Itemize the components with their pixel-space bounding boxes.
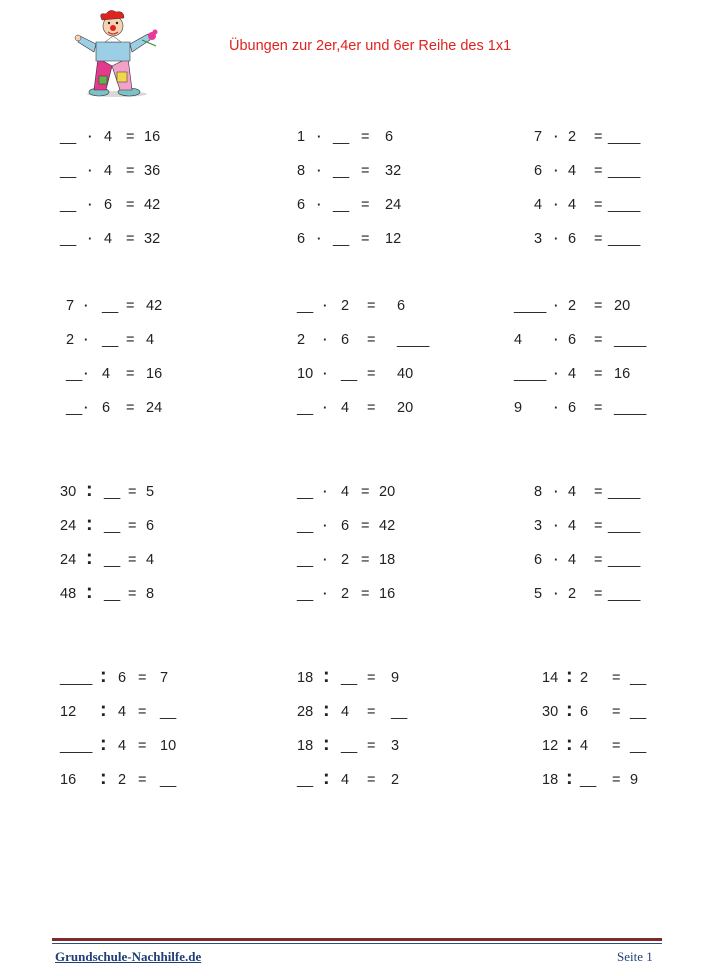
operator: : <box>566 733 573 755</box>
exercise-row <box>60 400 230 422</box>
exercise-row <box>514 298 704 320</box>
operand-1: 3 <box>534 231 543 247</box>
operand-1: 4 <box>514 332 523 348</box>
operator: · <box>88 197 93 212</box>
page-title: Übungen zur 2er,4er und 6er Reihe des 1x1 <box>229 38 512 54</box>
equals-sign: = <box>361 129 370 145</box>
equals-sign: = <box>367 366 376 382</box>
operand-2: 2 <box>580 670 589 686</box>
exercise-row <box>534 767 704 794</box>
operand-1: 7 <box>534 129 543 145</box>
equals-sign: = <box>126 231 135 247</box>
operator: · <box>323 298 328 313</box>
result: 24 <box>385 197 402 213</box>
exercise-row <box>297 163 467 185</box>
operand-2: 4 <box>341 400 350 416</box>
result: 5 <box>146 484 155 500</box>
equals-sign: = <box>594 163 603 179</box>
equals-sign: = <box>367 332 376 348</box>
result[interactable]: ____ <box>608 586 641 602</box>
operator: : <box>86 513 93 535</box>
exercise-row <box>60 767 230 794</box>
operand-1: 48 <box>60 586 77 602</box>
equals-sign: = <box>594 366 603 382</box>
operand-1[interactable]: __ <box>60 129 77 145</box>
clown-icon <box>72 6 162 98</box>
operand-2[interactable]: __ <box>341 738 358 754</box>
operator: · <box>554 298 559 313</box>
result[interactable]: ____ <box>614 400 647 416</box>
footer-divider-thin <box>52 943 662 944</box>
operator: : <box>323 699 330 721</box>
exercise-row <box>514 366 704 388</box>
equals-sign: = <box>361 552 370 568</box>
exercise-row <box>297 129 467 151</box>
operator: : <box>566 699 573 721</box>
operand-1: 18 <box>297 738 314 754</box>
operand-2[interactable]: __ <box>333 129 350 145</box>
operand-2: 4 <box>118 704 127 720</box>
operand-1[interactable]: __ <box>297 518 314 534</box>
equals-sign: = <box>367 298 376 314</box>
operand-2: 4 <box>580 738 589 754</box>
result[interactable]: ____ <box>608 197 641 213</box>
equals-sign: = <box>594 231 603 247</box>
operand-2: 4 <box>568 163 577 179</box>
result: 42 <box>144 197 161 213</box>
operand-2: 2 <box>341 552 350 568</box>
exercise-row <box>514 332 704 354</box>
result: 2 <box>391 772 400 788</box>
result[interactable]: ____ <box>608 552 641 568</box>
operator: · <box>88 231 93 246</box>
equals-sign: = <box>367 772 376 788</box>
result: 6 <box>385 129 394 145</box>
operator: · <box>323 552 328 567</box>
result[interactable]: ____ <box>608 163 641 179</box>
operand-1: 24 <box>60 518 77 534</box>
equals-sign: = <box>128 518 137 534</box>
result: 3 <box>391 738 400 754</box>
operator: : <box>86 547 93 569</box>
operator: · <box>554 129 559 144</box>
operator: · <box>554 518 559 533</box>
operand-1[interactable]: ____ <box>514 366 547 382</box>
result[interactable]: __ <box>630 738 647 754</box>
operand-2: 4 <box>104 231 113 247</box>
equals-sign: = <box>361 163 370 179</box>
equals-sign: = <box>594 484 603 500</box>
operand-1: 24 <box>60 552 77 568</box>
operand-2: 4 <box>568 366 577 382</box>
equals-sign: = <box>126 197 135 213</box>
operand-1[interactable]: __ <box>297 552 314 568</box>
operand-2: 4 <box>104 163 113 179</box>
exercise-row <box>534 699 704 726</box>
operator: · <box>554 586 559 601</box>
operand-1: 6 <box>534 163 543 179</box>
operand-2: 4 <box>102 366 111 382</box>
result: 18 <box>379 552 396 568</box>
operator: · <box>88 129 93 144</box>
result: 16 <box>146 366 163 382</box>
result: 36 <box>144 163 161 179</box>
result: 40 <box>397 366 414 382</box>
operator: · <box>84 400 89 415</box>
result[interactable]: __ <box>630 670 647 686</box>
operand-1: 7 <box>66 298 75 314</box>
exercise-row <box>60 298 230 320</box>
operand-1: 9 <box>514 400 523 416</box>
operand-1[interactable]: __ <box>60 197 77 213</box>
result: 16 <box>379 586 396 602</box>
result: 16 <box>144 129 161 145</box>
operand-1: 30 <box>60 484 77 500</box>
equals-sign: = <box>594 298 603 314</box>
equals-sign: = <box>126 129 135 145</box>
operand-2: 6 <box>341 518 350 534</box>
operand-2[interactable]: __ <box>333 163 350 179</box>
exercise-row <box>60 479 230 506</box>
operand-2: 4 <box>118 738 127 754</box>
operand-2[interactable]: __ <box>102 332 119 348</box>
equals-sign: = <box>138 772 147 788</box>
operator: · <box>323 366 328 381</box>
operator: · <box>554 332 559 347</box>
equals-sign: = <box>361 197 370 213</box>
result: 8 <box>146 586 155 602</box>
operand-2[interactable]: __ <box>341 366 358 382</box>
operator: · <box>317 163 322 178</box>
operator: : <box>100 767 107 789</box>
equals-sign: = <box>594 332 603 348</box>
operator: · <box>317 197 322 212</box>
operand-1: 16 <box>60 772 77 788</box>
operator: · <box>317 231 322 246</box>
equals-sign: = <box>126 332 135 348</box>
equals-sign: = <box>594 518 603 534</box>
operand-2: 6 <box>580 704 589 720</box>
operand-2[interactable]: __ <box>580 772 597 788</box>
exercise-row <box>297 298 467 320</box>
result: 16 <box>614 366 631 382</box>
equals-sign: = <box>126 163 135 179</box>
operator: : <box>323 733 330 755</box>
result[interactable]: __ <box>160 772 177 788</box>
equals-sign: = <box>612 670 621 686</box>
operator: : <box>566 767 573 789</box>
operator: · <box>84 332 89 347</box>
operand-2[interactable]: __ <box>104 518 121 534</box>
exercise-row <box>297 665 467 692</box>
operator: : <box>86 581 93 603</box>
operand-1[interactable]: __ <box>66 366 83 382</box>
operand-1[interactable]: __ <box>60 231 77 247</box>
exercise-row <box>297 518 467 540</box>
operator: · <box>323 400 328 415</box>
operator: : <box>566 665 573 687</box>
operand-2: 6 <box>102 400 111 416</box>
operator: · <box>554 400 559 415</box>
operator: · <box>554 366 559 381</box>
result[interactable]: ____ <box>608 518 641 534</box>
operand-1[interactable]: __ <box>297 772 314 788</box>
equals-sign: = <box>128 586 137 602</box>
equals-sign: = <box>361 231 370 247</box>
operand-1[interactable]: __ <box>297 484 314 500</box>
operand-1: 8 <box>534 484 543 500</box>
operand-1: 10 <box>297 366 314 382</box>
equals-sign: = <box>138 704 147 720</box>
equals-sign: = <box>128 484 137 500</box>
operator: : <box>100 699 107 721</box>
operand-1: 2 <box>66 332 75 348</box>
exercise-row <box>60 513 230 540</box>
footer-divider <box>52 938 662 941</box>
exercise-row <box>297 366 467 388</box>
operand-1[interactable]: ____ <box>60 738 93 754</box>
exercise-row <box>297 197 467 219</box>
exercise-row <box>60 699 230 726</box>
operand-1[interactable]: __ <box>60 163 77 179</box>
exercise-row <box>534 197 704 219</box>
operand-1: 14 <box>542 670 559 686</box>
operator: : <box>323 665 330 687</box>
operand-2: 6 <box>568 231 577 247</box>
operand-1: 6 <box>534 552 543 568</box>
result: 6 <box>397 298 406 314</box>
exercise-row <box>297 231 467 253</box>
operator: : <box>323 767 330 789</box>
result[interactable]: __ <box>160 704 177 720</box>
result: 20 <box>379 484 396 500</box>
operand-1[interactable]: __ <box>297 400 314 416</box>
equals-sign: = <box>126 366 135 382</box>
exercise-row <box>60 366 230 388</box>
result: 32 <box>144 231 161 247</box>
operand-2: 2 <box>341 298 350 314</box>
operator: · <box>88 163 93 178</box>
operator: · <box>554 484 559 499</box>
exercise-row <box>514 400 704 422</box>
operand-1[interactable]: __ <box>297 586 314 602</box>
result[interactable]: ____ <box>608 484 641 500</box>
operand-1: 4 <box>534 197 543 213</box>
exercise-row <box>297 586 467 608</box>
operand-2[interactable]: __ <box>104 586 121 602</box>
operand-2: 4 <box>568 484 577 500</box>
operator: : <box>100 665 107 687</box>
equals-sign: = <box>594 197 603 213</box>
operand-1: 6 <box>297 197 306 213</box>
exercise-row <box>60 581 230 608</box>
result: 24 <box>146 400 163 416</box>
exercise-row <box>534 163 704 185</box>
exercise-row <box>60 129 230 151</box>
result: 4 <box>146 332 155 348</box>
operand-1: 28 <box>297 704 314 720</box>
equals-sign: = <box>367 400 376 416</box>
operand-1: 3 <box>534 518 543 534</box>
equals-sign: = <box>126 400 135 416</box>
operand-2: 4 <box>341 484 350 500</box>
exercise-row <box>297 699 467 726</box>
equals-sign: = <box>128 552 137 568</box>
exercise-row <box>60 231 230 253</box>
equals-sign: = <box>594 586 603 602</box>
footer-site-link[interactable]: Grundschule-Nachhilfe.de <box>55 949 202 964</box>
operand-2[interactable]: __ <box>333 231 350 247</box>
equals-sign: = <box>594 400 603 416</box>
operand-2[interactable]: __ <box>104 484 121 500</box>
exercise-row <box>534 231 704 253</box>
equals-sign: = <box>138 738 147 754</box>
result[interactable]: ____ <box>608 129 641 145</box>
equals-sign: = <box>138 670 147 686</box>
operand-2: 2 <box>568 586 577 602</box>
operand-1: 8 <box>297 163 306 179</box>
footer-page-number: Seite 1 <box>617 949 653 964</box>
exercise-row <box>534 733 704 760</box>
operand-2: 2 <box>568 129 577 145</box>
exercise-row <box>297 484 467 506</box>
operator: · <box>554 231 559 246</box>
operator: · <box>84 366 89 381</box>
equals-sign: = <box>367 738 376 754</box>
operand-1[interactable]: ____ <box>514 298 547 314</box>
result: 6 <box>146 518 155 534</box>
operand-1[interactable]: __ <box>297 298 314 314</box>
operand-2: 4 <box>568 518 577 534</box>
operand-2[interactable]: __ <box>102 298 119 314</box>
result[interactable]: ____ <box>614 332 647 348</box>
exercise-row <box>534 665 704 692</box>
result: 12 <box>385 231 402 247</box>
exercise-row <box>297 552 467 574</box>
result: 42 <box>379 518 396 534</box>
result: 32 <box>385 163 402 179</box>
operand-2: 2 <box>341 586 350 602</box>
operand-2: 6 <box>568 332 577 348</box>
operator: : <box>100 733 107 755</box>
result: 10 <box>160 738 177 754</box>
operand-2[interactable]: __ <box>341 670 358 686</box>
operand-2: 6 <box>568 400 577 416</box>
operand-2: 6 <box>118 670 127 686</box>
exercise-row <box>534 518 704 540</box>
equals-sign: = <box>594 552 603 568</box>
result[interactable]: __ <box>391 704 408 720</box>
operator: · <box>323 332 328 347</box>
equals-sign: = <box>612 738 621 754</box>
exercise-row <box>534 552 704 574</box>
operator: · <box>84 298 89 313</box>
equals-sign: = <box>361 484 370 500</box>
equals-sign: = <box>594 129 603 145</box>
exercise-row <box>60 665 230 692</box>
operand-1[interactable]: ____ <box>60 670 93 686</box>
result[interactable]: ____ <box>397 332 430 348</box>
operand-2: 6 <box>104 197 113 213</box>
exercise-row <box>534 484 704 506</box>
operand-2: 2 <box>118 772 127 788</box>
operator: · <box>554 163 559 178</box>
operand-1: 5 <box>534 586 543 602</box>
operator: : <box>86 479 93 501</box>
equals-sign: = <box>612 704 621 720</box>
exercise-row <box>534 129 704 151</box>
equals-sign: = <box>126 298 135 314</box>
equals-sign: = <box>361 586 370 602</box>
result: 20 <box>397 400 414 416</box>
result: 42 <box>146 298 163 314</box>
result: 9 <box>630 772 639 788</box>
operator: · <box>554 197 559 212</box>
operator: · <box>323 518 328 533</box>
exercise-row <box>60 197 230 219</box>
operator: · <box>323 484 328 499</box>
result[interactable]: __ <box>630 704 647 720</box>
result: 4 <box>146 552 155 568</box>
result: 9 <box>391 670 400 686</box>
operand-1: 6 <box>297 231 306 247</box>
result: 20 <box>614 298 631 314</box>
exercise-row <box>60 547 230 574</box>
operand-2[interactable]: __ <box>104 552 121 568</box>
exercise-row <box>297 767 467 794</box>
equals-sign: = <box>612 772 621 788</box>
operator: · <box>554 552 559 567</box>
operand-1: 18 <box>297 670 314 686</box>
equals-sign: = <box>367 704 376 720</box>
exercise-row <box>60 163 230 185</box>
exercise-row <box>297 332 467 354</box>
exercise-row <box>297 733 467 760</box>
equals-sign: = <box>367 670 376 686</box>
exercise-row <box>297 400 467 422</box>
operator: · <box>323 586 328 601</box>
operand-1: 18 <box>542 772 559 788</box>
operand-1: 2 <box>297 332 306 348</box>
exercise-row <box>60 733 230 760</box>
operand-2: 4 <box>568 197 577 213</box>
operand-2: 6 <box>341 332 350 348</box>
exercise-row <box>60 332 230 354</box>
operand-2: 2 <box>568 298 577 314</box>
operand-1: 1 <box>297 129 306 145</box>
operand-2: 4 <box>568 552 577 568</box>
operand-1[interactable]: __ <box>66 400 83 416</box>
operand-1: 30 <box>542 704 559 720</box>
operand-1: 12 <box>542 738 559 754</box>
operand-2: 4 <box>341 772 350 788</box>
operand-2: 4 <box>104 129 113 145</box>
exercise-row <box>534 586 704 608</box>
operand-1: 12 <box>60 704 77 720</box>
operator: · <box>317 129 322 144</box>
result: 7 <box>160 670 169 686</box>
equals-sign: = <box>361 518 370 534</box>
result[interactable]: ____ <box>608 231 641 247</box>
operand-2: 4 <box>341 704 350 720</box>
operand-2[interactable]: __ <box>333 197 350 213</box>
